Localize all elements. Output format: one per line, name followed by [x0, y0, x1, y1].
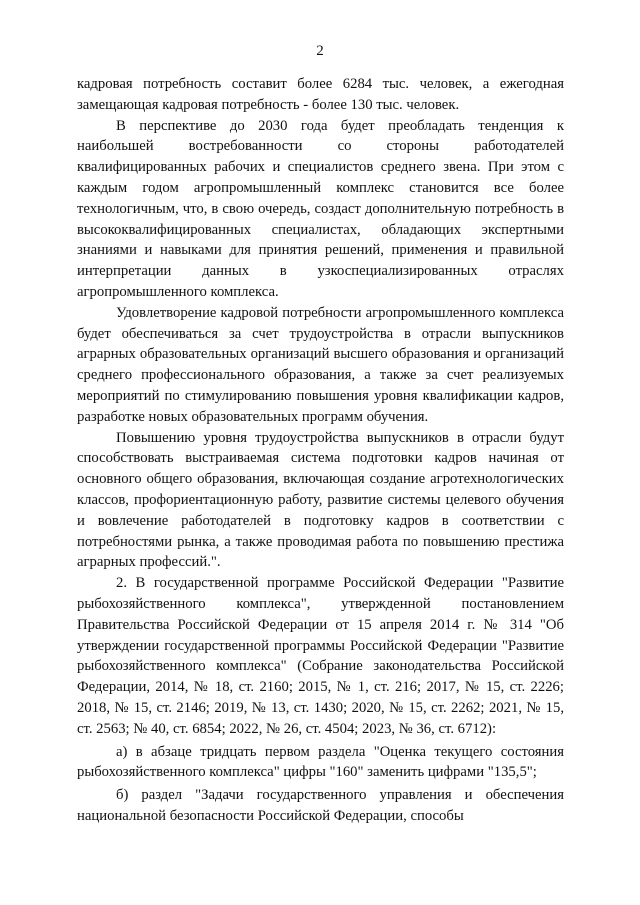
paragraph-labor-trends: В перспективе до 2030 года будет преобладать тенденция к наибольшей востребованности со стороны работодателей квалифицированных рабочих и специалистов среднего звена. При этом с каждым годом агропромышленный комплекс становится все более технологичным, что, в свою очередь, создаст дополнительную потребность в высококвалифицированных специалистах, обладающих экспертными знаниями и навыками для принятия решений, применения и правильной интерпретации данных в узкоспециализированных отраслях агропромышленного комплекса.: [77, 117, 564, 300]
page-number: 2: [316, 43, 324, 59]
paragraph-item-a: а) в абзаце тридцать первом раздела "Оценка текущего состояния рыбохозяйственного комплекса" цифры "160" заменить цифрами "135,5";: [77, 743, 564, 781]
paragraph-graduate-employment: Повышению уровня трудоустройства выпускников в отрасли будут способствовать выстраиваемая система подготовки кадров начиная от основного общего образования, включающая создание агротехнологических классов, профориентационную работу, развитие системы целевого обучения и вовлечение работодателей в подготовку кадров в соответствии с потребностями рынка, а также проводимая работа по повышению престижа аграрных профессий.".: [77, 429, 564, 571]
paragraph-continuation: кадровая потребность составит более 6284 тыс. человек, а ежегодная замещающая кадровая потребность - более 130 тыс. человек.: [77, 76, 564, 113]
paragraph-item-b: б) раздел "Задачи государственного управления и обеспечения национальной безопасности Российской Федерации, способы: [77, 787, 564, 824]
paragraph-fishery-program: 2. В государственной программе Российской Федерации "Развитие рыбохозяйственного комплекса", утвержденной постановлением Правительства Российской Федерации от 15 апреля 2014 г. № 314 "Об утверждении государственной программы Российской Федерации "Развитие рыбохозяйственного комплекса" (Собрание законодательства Российской Федерации, 2014, № 18, ст. 2160; 2015, № 1, ст. 216; 2017, № 15, ст. 2226; 2018, № 15, ст. 2146; 2019, № 13, ст. 1430; 2020, № 15, ст. 2262; 2021, № 15, ст. 2563; № 40, ст. 6854; 2022, № 26, ст. 4504; 2023, № 36, ст. 6712):: [77, 575, 564, 737]
paragraph-staffing-needs: Удовлетворение кадровой потребности агропромышленного комплекса будет обеспечиваться за счет трудоустройства в отрасли выпускников аграрных образовательных организаций высшего образования и организаций среднего профессионального образования, а также за счет реализуемых мероприятий по стимулированию повышения уровня квалификации кадров, разработке новых образовательных программ обучения.: [77, 304, 564, 425]
document-body: [77, 74, 564, 827]
